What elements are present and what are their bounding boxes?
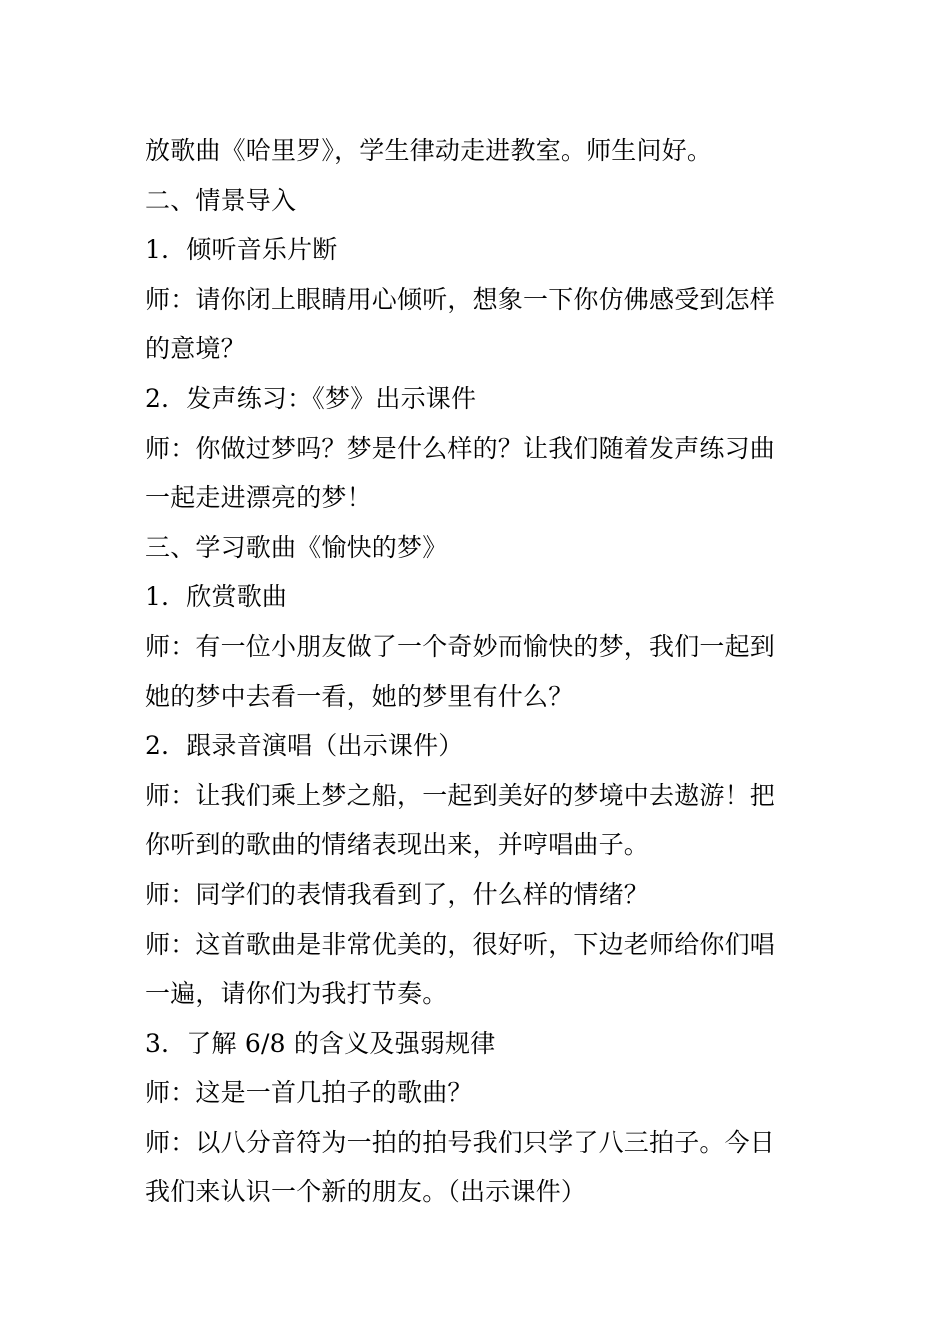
text-line: 放歌曲《哈里罗》，学生律动走进教室。师生问好。 [145,136,713,165]
text-line: 师：这首歌曲是非常优美的，很好听，下边老师给你们唱 [145,929,776,959]
text-line: 师：请你闭上眼睛用心倾听，想象一下你仿佛感受到怎样 [145,284,776,314]
subsection-heading: 2．发声练习：《梦》出示课件 [145,383,477,413]
text-line: 一遍，请你们为我打节奏。 [145,979,448,1009]
subsection-heading: 2．跟录音演唱（出示课件） [145,731,464,761]
document-body [145,126,815,1217]
text-line: 师：有一位小朋友做了一个奇妙而愉快的梦，我们一起到 [145,631,776,661]
subsection-heading: 1．欣赏歌曲 [145,582,288,612]
text-line: 她的梦中去看一看，她的梦里有什么？ [145,681,574,711]
section-heading: 三、学习歌曲《愉快的梦》 [145,532,448,562]
text-line: 师：这是一首几拍子的歌曲？ [145,1078,473,1108]
section-heading: 二、情景导入 [145,185,297,215]
text-line: 师：你做过梦吗？梦是什么样的？让我们随着发声练习曲 [145,433,776,463]
text-line: 的意境？ [145,334,246,364]
subsection-heading: 1．倾听音乐片断 [145,235,338,265]
subsection-heading: 3．了解 6/8 的含义及强弱规律 [145,1028,496,1058]
text-line: 我们来认识一个新的朋友。（出示课件） [145,1177,587,1207]
text-line: 你听到的歌曲的情绪表现出来，并哼唱曲子。 [145,830,650,860]
text-line: 师：同学们的表情我看到了，什么样的情绪？ [145,879,650,909]
text-line: 一起走进漂亮的梦！ [145,483,372,513]
text-line: 师：让我们乘上梦之船，一起到美好的梦境中去遨游！把 [145,780,776,810]
text-line: 师：以八分音符为一拍的拍号我们只学了八三拍子。今日 [145,1127,776,1157]
